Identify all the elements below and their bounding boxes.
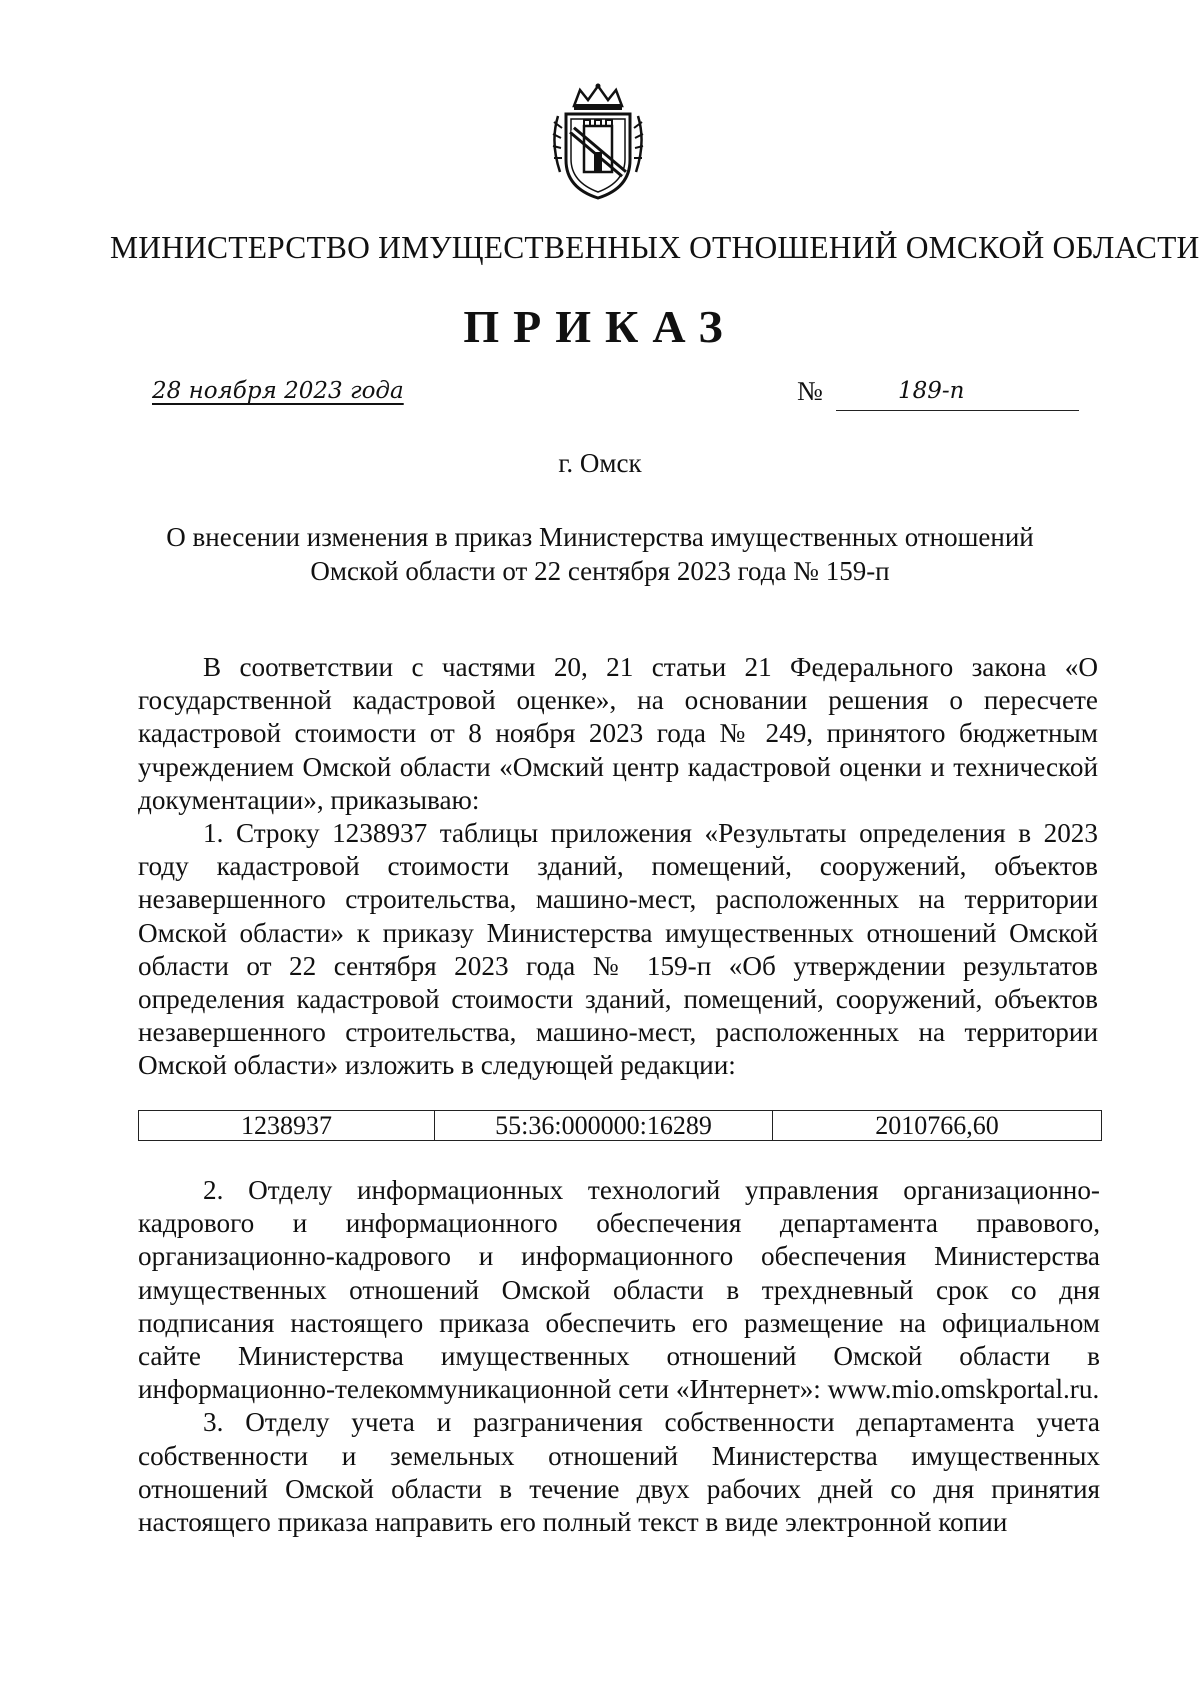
subject-line-1: О внесении изменения в приказ Министерства имущественных отношений xyxy=(166,522,1034,552)
item-2-paragraph: 2. Отделу информационных технологий управления организационно-кадрового и информационного обеспечения департамента правового, организационно-кадрового и информационного обеспечения Министерства имущественных отношений Омской области в трехдневный срок со дня подписания настоящего приказа обеспечить его размещение на официальном сайте Министерства имущественных отношений Омской области в информационно-телекоммуникационной сети «Интернет»: www.mio.omskportal.ru. xyxy=(138,1175,1100,1405)
number-label: № xyxy=(797,376,823,406)
subject-line-2: Омской области от 22 сентября 2023 года № 159-п xyxy=(310,556,890,586)
handwritten-number: 189-п xyxy=(898,378,965,404)
intro-paragraph: В соответствии с частями 20, 21 статьи 21 Федерального закона «О государственной кадастровой оценке», на основании решения о пересчете кадастровой стоимости от 8 ноября 2023 года № 249, принятого бюджетным учреждением Омской области «Омский центр кадастровой оценки и технической документации», приказываю: xyxy=(138,652,1098,815)
item-1-paragraph: 1. Строку 1238937 таблицы приложения «Результаты определения в 2023 году кадастровой стоимости зданий, помещений, сооружений, объектов незавершенного строительства, машино-мест, расположенных на территории Омской области» к приказу Министерства имущественных отношений Омской области от 22 сентября 2023 года № 159-п «Об утверждении результатов определения кадастровой стоимости зданий, помещений, сооружений, объектов незавершенного строительства, машино-мест, расположенных на территории Омской области» изложить в следующей редакции: xyxy=(138,818,1098,1081)
document-subject xyxy=(160,520,1040,588)
ministry-name: МИНИСТЕРСТВО ИМУЩЕСТВЕННЫХ ОТНОШЕНИЙ ОМСКОЙ ОБЛАСТИ xyxy=(110,230,1200,265)
table-cell-row-number: 1238937 xyxy=(139,1111,435,1140)
city-line: г. Омск xyxy=(558,448,642,478)
number-underline xyxy=(836,410,1079,411)
table-cell-cadastral-number: 55:36:000000:16289 xyxy=(435,1111,773,1140)
body-section-1 xyxy=(138,651,1098,1083)
handwritten-date: 28 ноября 2023 года xyxy=(152,378,404,404)
table-cell-cadastral-value: 2010766,60 xyxy=(875,1111,999,1140)
item-3-paragraph: 3. Отделу учета и разграничения собственности департамента учета собственности и земельных отношений Министерства имущественных отношений Омской области в течение двух рабочих дней со дня принятия настоящего приказа направить его полный текст в виде электронной копии xyxy=(138,1407,1100,1538)
replacement-table-row xyxy=(138,1110,1102,1141)
coat-of-arms-icon xyxy=(544,82,652,202)
body-section-2 xyxy=(138,1174,1100,1539)
document-type-title: ПРИКАЗ xyxy=(463,301,737,352)
